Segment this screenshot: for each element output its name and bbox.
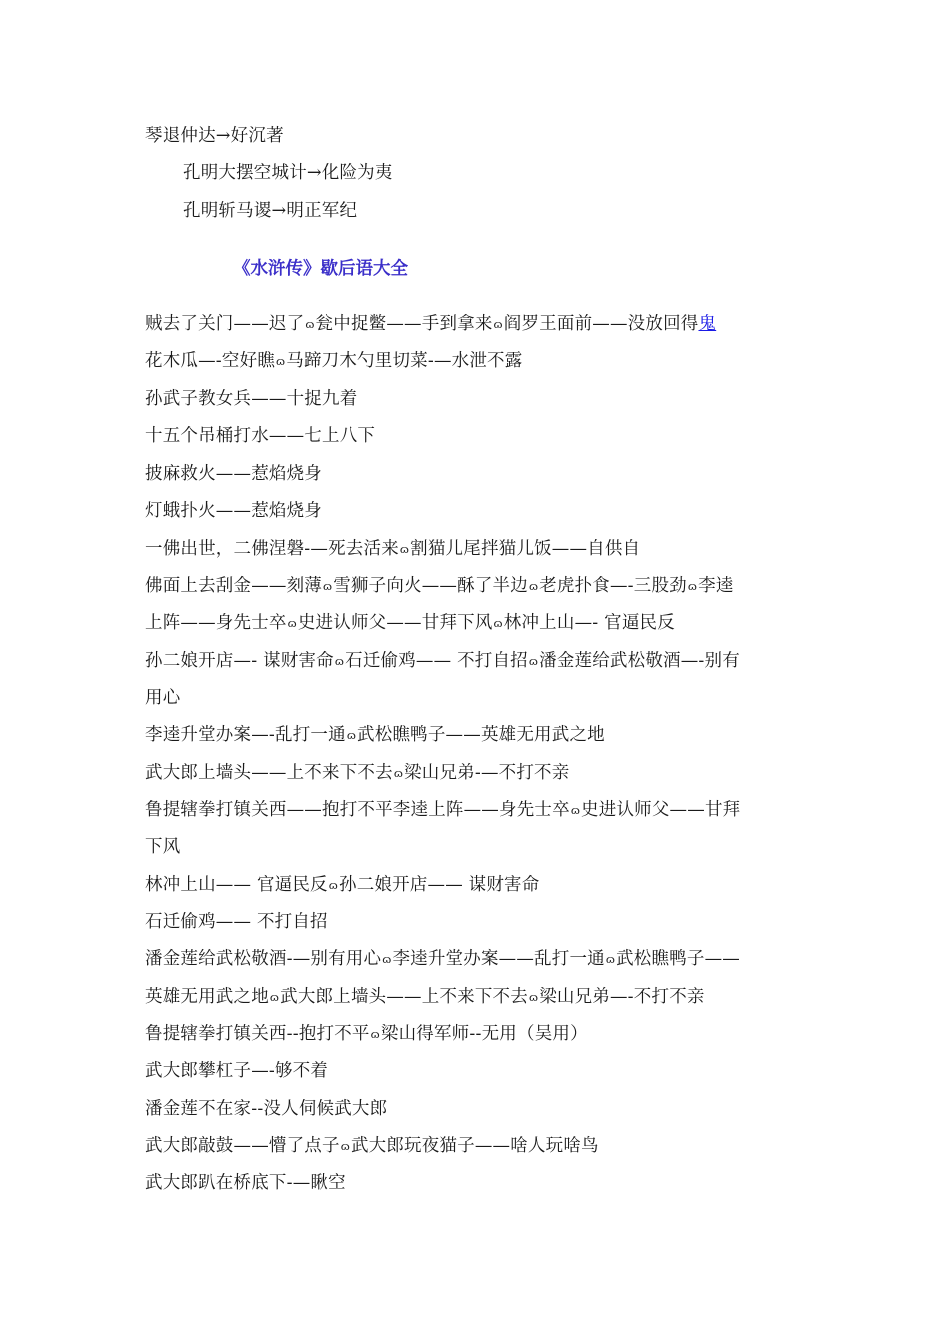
proverb-line (145, 312, 716, 337)
separator-icon: ɷ (276, 355, 286, 368)
proverb-text: 鲁提辖拳打镇关西--抱打不平 (145, 1024, 370, 1044)
separator-icon: ɷ (382, 953, 392, 966)
proverb-text: 梁山得军师--无用（吴用） (380, 1024, 588, 1044)
proverb-line (145, 649, 740, 674)
proverb-text: 潘金莲给武松敬酒—-别有 (539, 651, 740, 671)
proverb-text: 十五个吊桶打水——七上八下 (145, 426, 376, 446)
proverb-text: 武大郎敲鼓——懵了点子 (145, 1136, 340, 1156)
proverb-line (145, 723, 605, 748)
proverb-text: 武大郎上墙头——上不来下不去 (145, 763, 393, 783)
proverb-line (145, 387, 357, 411)
proverb-text: 上阵——身先士卒 (145, 613, 287, 633)
proverb-text: 英雄无用武之地 (145, 987, 269, 1007)
proverb-text: 一佛出世，二佛涅磐-—死去活来 (145, 539, 399, 559)
proverb-text: 武松瞧鸭子——英雄无用武之地 (357, 725, 605, 745)
proverb-text: 李逵升堂办案——乱打一通 (392, 949, 605, 969)
proverb-text: 李逵 (698, 576, 734, 596)
proverb-text: 潘金莲给武松敬酒-—别有用心 (145, 949, 382, 969)
proverb-text: 瓮中捉鳖——手到拿来 (315, 314, 493, 334)
proverb-line (145, 686, 180, 710)
proverb-line (145, 574, 734, 599)
proverb-line (145, 462, 322, 486)
proverb-line (145, 611, 675, 636)
proverb-text: 割猫儿尾拌猫儿饭——自供自 (410, 539, 641, 559)
separator-icon: ɷ (493, 617, 503, 630)
proverb-text: 武大郎趴在桥底下-—瞅空 (145, 1173, 346, 1193)
proverb-line (145, 873, 539, 898)
separator-icon: ɷ (334, 655, 345, 668)
separator-icon: ɷ (305, 318, 315, 331)
proverb-text: 武松瞧鸭子—— (616, 949, 740, 969)
proverb-line (145, 1097, 387, 1121)
proverb-line (145, 424, 375, 448)
proverb-text: 史进认师父——甘拜下风 (297, 613, 493, 633)
proverb-text: 孙二娘开店—— 谋财害命 (339, 875, 540, 895)
separator-icon: ɷ (346, 729, 357, 742)
proverb-text: 马蹄刀木勺里切菜-—水泄不露 (286, 351, 523, 371)
proverb-text: 披麻救火——惹焰烧身 (145, 464, 322, 484)
proverb-line (145, 349, 522, 374)
proverb-text: 花木瓜—-空好瞧 (145, 351, 276, 371)
proverb-text: 潘金莲不在家--没人伺候武大郎 (145, 1099, 388, 1119)
intro-line: 孔明斩马谡→明正军纪 (183, 201, 358, 221)
proverb-text: 史进认师父——甘拜 (581, 800, 741, 820)
proverb-text: 林冲上山—— 官逼民反 (145, 875, 328, 895)
proverb-line (145, 761, 569, 786)
proverb-text: 石迁偷鸡—— 不打自招 (145, 912, 328, 932)
separator-icon: ɷ (269, 991, 280, 1004)
separator-icon: ɷ (687, 580, 698, 593)
section-title: 《水浒传》歇后语大全 (233, 259, 408, 279)
separator-icon: ɷ (287, 617, 297, 630)
proverb-line (145, 1171, 346, 1195)
proverb-text: 阎罗王面前——没放回得 (503, 314, 699, 334)
proverb-line (145, 499, 322, 523)
proverb-text: 用心 (145, 688, 181, 708)
proverb-line (145, 1134, 599, 1159)
separator-icon: ɷ (570, 804, 581, 817)
proverb-line (145, 947, 740, 972)
separator-icon: ɷ (605, 953, 616, 966)
hyperlink[interactable]: 鬼 (698, 314, 717, 334)
separator-icon: ɷ (528, 991, 539, 1004)
separator-icon: ɷ (323, 580, 333, 593)
proverb-text: 灯蛾扑火——惹焰烧身 (145, 501, 322, 521)
proverb-line (145, 985, 705, 1010)
proverb-text: 下风 (145, 837, 181, 857)
intro-line: 孔明大摆空城计→化险为夷 (183, 163, 393, 183)
separator-icon: ɷ (493, 318, 503, 331)
proverb-text: 林冲上山—- 官逼民反 (503, 613, 675, 633)
proverb-text: 梁山兄弟-—不打不亲 (404, 763, 570, 783)
proverb-text: 老虎扑食—-三股劲 (539, 576, 687, 596)
proverb-text: 雪狮子向火——酥了半边 (333, 576, 528, 596)
proverb-text: 武大郎上墙头——上不来下不去 (280, 987, 528, 1007)
separator-icon: ɷ (528, 580, 539, 593)
proverb-line (145, 1059, 328, 1083)
separator-icon: ɷ (340, 1140, 350, 1153)
separator-icon: ɷ (528, 655, 539, 668)
proverb-text: 石迁偷鸡—— 不打自招 (345, 651, 528, 671)
separator-icon: ɷ (393, 767, 404, 780)
separator-icon: ɷ (370, 1028, 380, 1041)
intro-line: 琴退仲达→好沉著 (145, 126, 284, 146)
proverb-text: 孙武子教女兵——十捉九着 (145, 389, 358, 409)
proverb-text: 孙二娘开店—- 谋财害命 (145, 651, 334, 671)
proverb-line (145, 798, 740, 823)
proverb-text: 武大郎攀杠子—-够不着 (145, 1061, 329, 1081)
proverb-line (145, 537, 640, 562)
proverb-line (145, 1022, 588, 1047)
separator-icon: ɷ (328, 879, 338, 892)
proverb-line (145, 835, 180, 859)
separator-icon: ɷ (399, 543, 410, 556)
proverb-text: 佛面上去刮金——刻薄 (145, 576, 322, 596)
proverb-line (145, 910, 328, 934)
proverb-text: 贼去了关门——迟了 (145, 314, 305, 334)
proverb-text: 梁山兄弟—-不打不亲 (539, 987, 705, 1007)
proverb-text: 武大郎玩夜猫子——啥人玩啥鸟 (350, 1136, 599, 1156)
proverb-text: 鲁提辖拳打镇关西——抱打不平李逵上阵——身先士卒 (145, 800, 570, 820)
proverb-text: 李逵升堂办案—-乱打一通 (145, 725, 346, 745)
